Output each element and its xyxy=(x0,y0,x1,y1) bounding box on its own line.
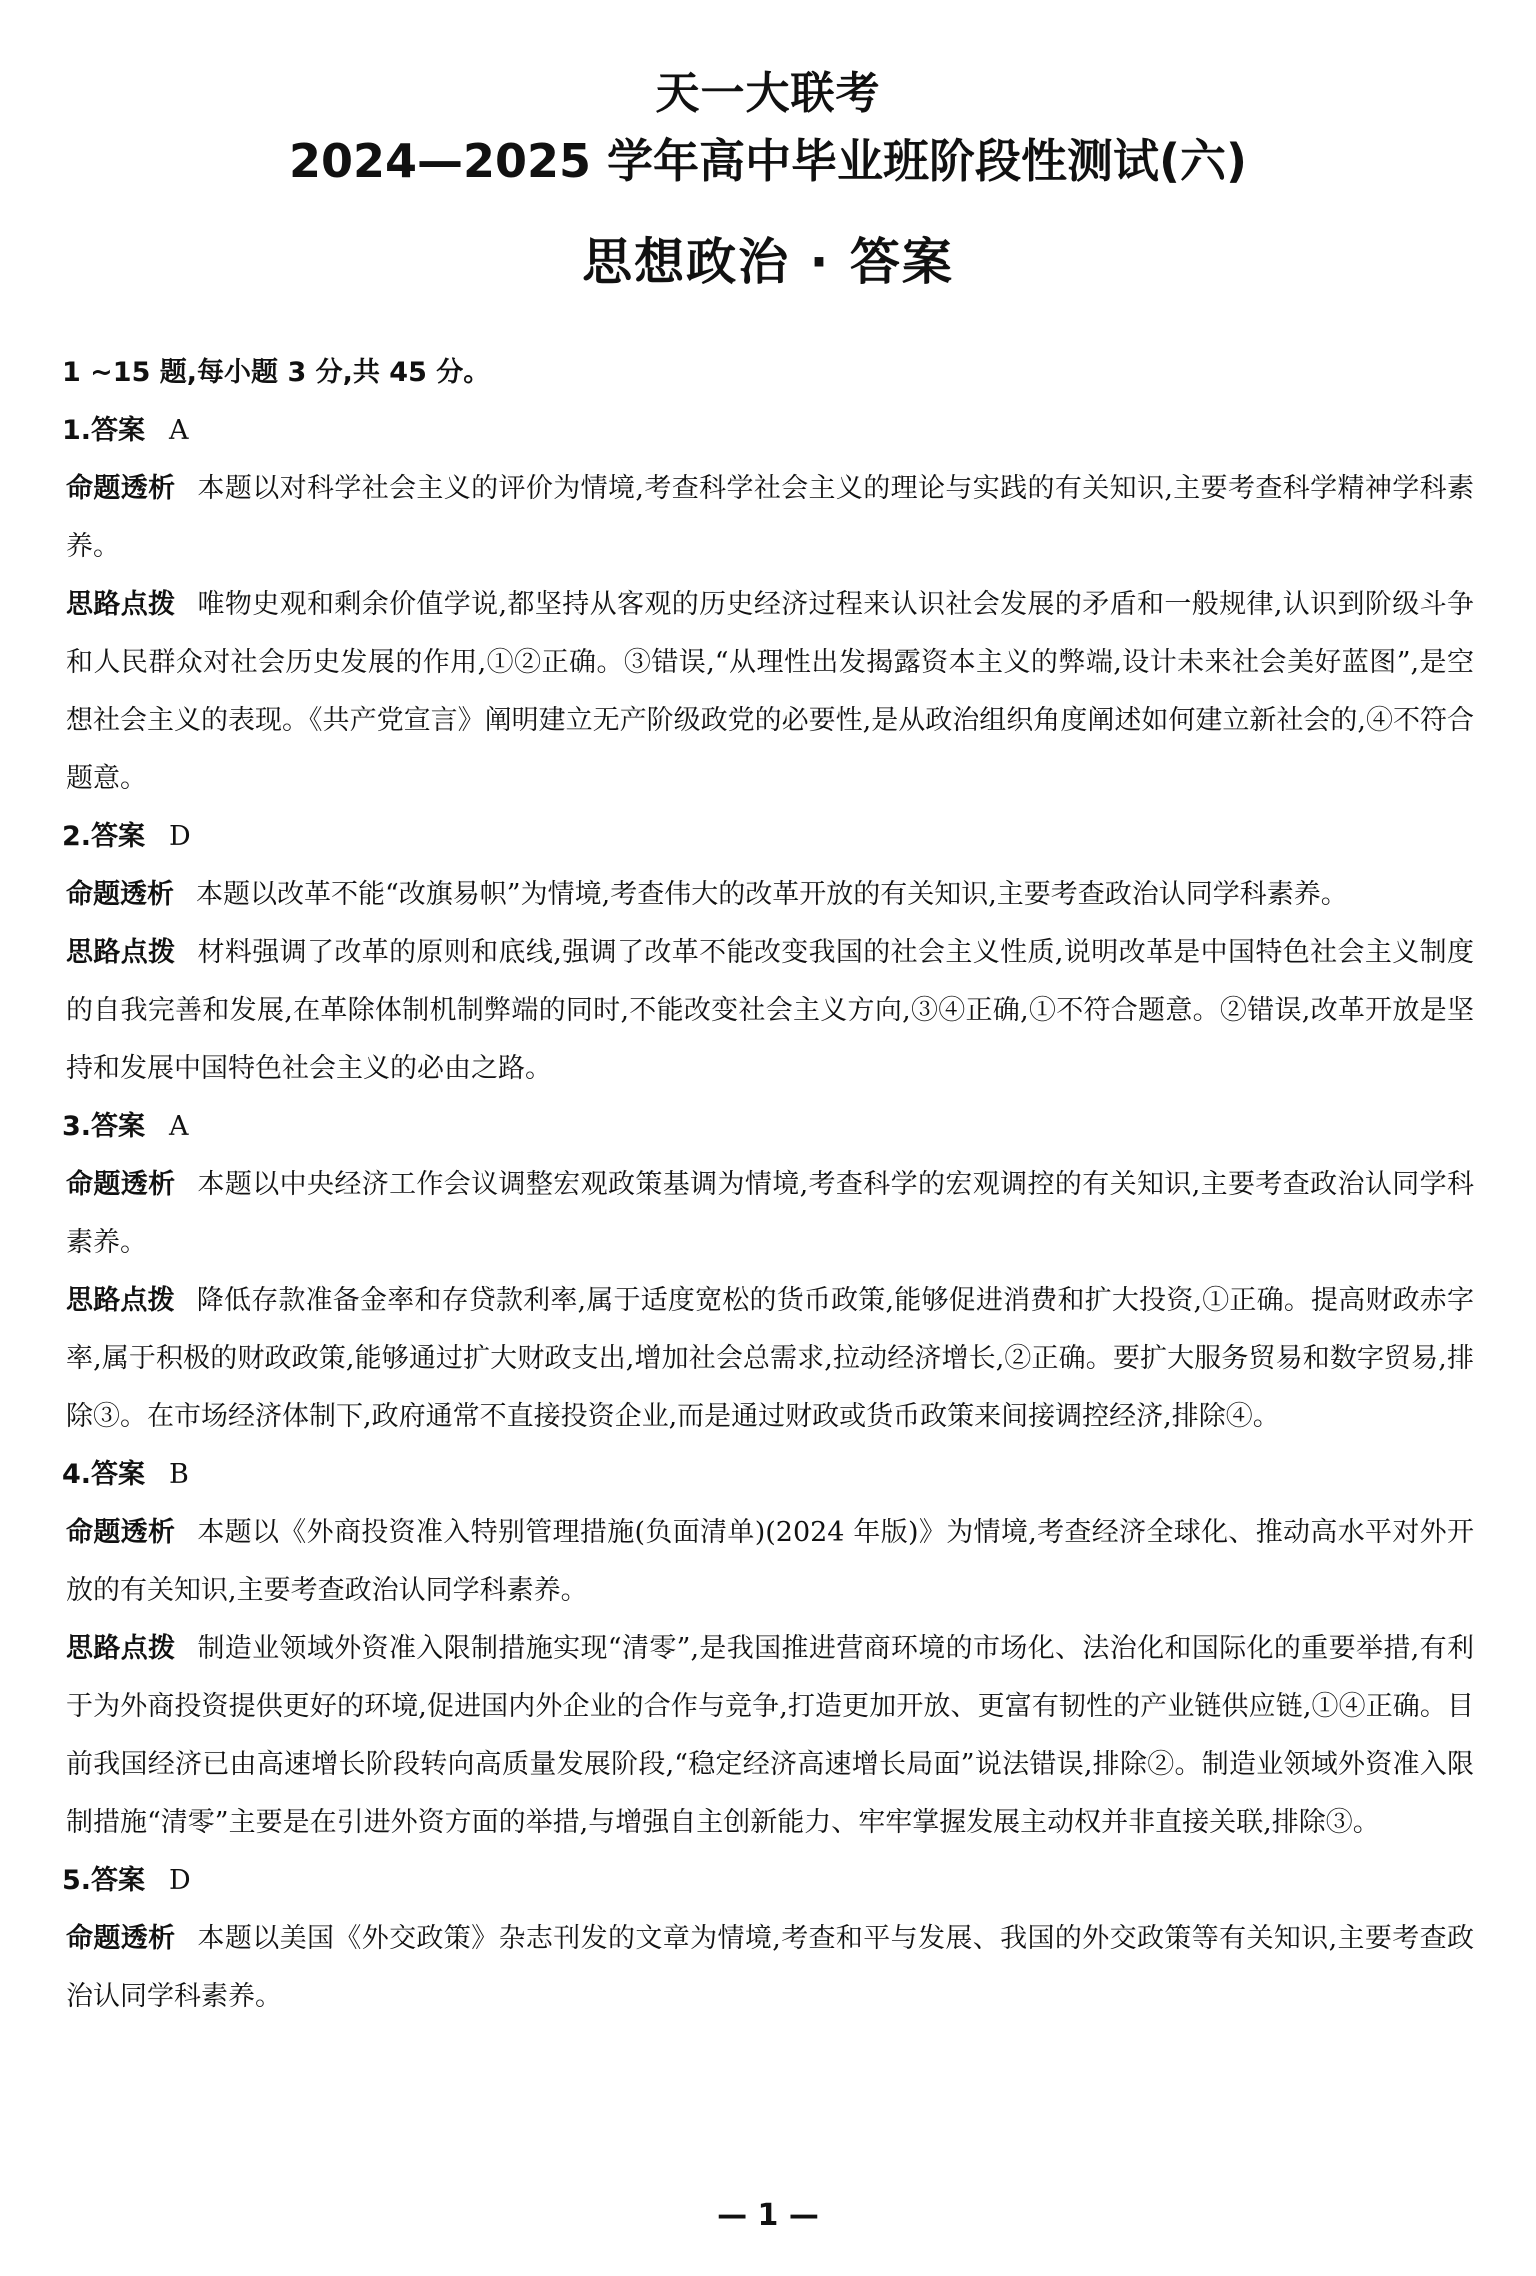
intent-label: 命题透析 xyxy=(66,1923,176,1954)
answer-label: 答案 xyxy=(91,1865,146,1896)
intent-label: 命题透析 xyxy=(66,879,174,910)
answer-value: A xyxy=(169,1111,189,1142)
answer-value: D xyxy=(169,821,191,852)
intent-paragraph xyxy=(66,1910,1474,2026)
analysis-paragraph xyxy=(66,1272,1474,1446)
analysis-paragraph xyxy=(66,576,1474,808)
answer-value: A xyxy=(169,415,189,446)
question-answer-line xyxy=(62,1098,1474,1156)
question-number: 2. xyxy=(62,821,92,852)
question-answer-line xyxy=(62,1852,1474,1910)
analysis-text: 制造业领域外资准入限制措施实现“清零”,是我国推进营商环境的市场化、法治化和国际化的重要举措,有利于为外商投资提供更好的环境,促进国内外企业的合作与竞争,打造更加开放、更富有韧性的产业链供应链,①④正确。目前我国经济已由高速增长阶段转向高质量发展阶段,“稳定经济高速增长局面”说法错误,排除②。制造业领域外资准入限制措施“清零”主要是在引进外资方面的举措,与增强自主创新能力、牢牢掌握发展主动权并非直接关联,排除③。 xyxy=(66,1633,1474,1838)
intent-label: 命题透析 xyxy=(66,1517,176,1548)
page-number: — 1 — xyxy=(717,2198,819,2233)
subject-title: 思想政治 · 答案 xyxy=(582,233,954,291)
intent-label: 命题透析 xyxy=(66,1169,176,1200)
analysis-label: 思路点拨 xyxy=(66,937,176,968)
analysis-label: 思路点拨 xyxy=(66,1633,176,1664)
question-answer-line xyxy=(62,1446,1474,1504)
exam-title: 2024—2025 学年高中毕业班阶段性测试(六) xyxy=(288,134,1248,188)
intent-label: 命题透析 xyxy=(66,473,176,504)
scoring-note: 1 ~15 题,每小题 3 分,共 45 分。 xyxy=(62,357,491,388)
question-answer-line xyxy=(62,808,1474,866)
question-number: 4. xyxy=(62,1459,92,1490)
analysis-paragraph xyxy=(66,1620,1474,1852)
intent-paragraph xyxy=(66,1156,1474,1272)
answer-label: 答案 xyxy=(91,821,146,852)
analysis-text: 唯物史观和剩余价值学说,都坚持从客观的历史经济过程来认识社会发展的矛盾和一般规律,认识到阶级斗争和人民群众对社会历史发展的作用,①②正确。③错误,“从理性出发揭露资本主义的弊端,设计未来社会美好蓝图”,是空想社会主义的表现。《共产党宣言》阐明建立无产阶级政党的必要性,是从政治组织角度阐述如何建立新社会的,④不符合题意。 xyxy=(66,589,1474,794)
answer-content xyxy=(62,344,1474,2026)
question-number: 1. xyxy=(62,415,92,446)
question-2 xyxy=(62,808,1474,1098)
answer-label: 答案 xyxy=(91,1111,146,1142)
question-3 xyxy=(62,1098,1474,1446)
question-5 xyxy=(62,1852,1474,2026)
answer-value: B xyxy=(169,1459,189,1490)
answer-label: 答案 xyxy=(91,415,146,446)
intent-paragraph xyxy=(66,1504,1474,1620)
analysis-text: 材料强调了改革的原则和底线,强调了改革不能改变我国的社会主义性质,说明改革是中国特色社会主义制度的自我完善和发展,在革除体制机制弊端的同时,不能改变社会主义方向,③④正确,①不符合题意。②错误,改革开放是坚持和发展中国特色社会主义的必由之路。 xyxy=(66,937,1474,1084)
answer-label: 答案 xyxy=(91,1459,146,1490)
analysis-text: 降低存款准备金率和存贷款利率,属于适度宽松的货币政策,能够促进消费和扩大投资,①正确。提高财政赤字率,属于积极的财政政策,能够通过扩大财政支出,增加社会总需求,拉动经济增长,②正确。要扩大服务贸易和数字贸易,排除③。在市场经济体制下,政府通常不直接投资企业,而是通过财政或货币政策来间接调控经济,排除④。 xyxy=(66,1285,1475,1432)
answer-value: D xyxy=(169,1865,191,1896)
question-number: 5. xyxy=(62,1865,92,1896)
intent-text: 本题以中央经济工作会议调整宏观政策基调为情境,考查科学的宏观调控的有关知识,主要考查政治认同学科素养。 xyxy=(66,1169,1474,1258)
intent-text: 本题以改革不能“改旗易帜”为情境,考查伟大的改革开放的有关知识,主要考查政治认同学科素养。 xyxy=(196,879,1348,910)
intent-text: 本题以美国《外交政策》杂志刊发的文章为情境,考查和平与发展、我国的外交政策等有关知识,主要考查政治认同学科素养。 xyxy=(66,1923,1474,2012)
intent-text: 本题以对科学社会主义的评价为情境,考查科学社会主义的理论与实践的有关知识,主要考查科学精神学科素养。 xyxy=(66,473,1474,562)
question-1 xyxy=(62,402,1474,808)
organization-title: 天一大联考 xyxy=(655,68,881,119)
question-4 xyxy=(62,1446,1474,1852)
intent-paragraph xyxy=(66,866,1474,924)
analysis-label: 思路点拨 xyxy=(66,1285,175,1316)
page-header xyxy=(62,66,1474,294)
intent-paragraph xyxy=(66,460,1474,576)
analysis-paragraph xyxy=(66,924,1474,1098)
question-number: 3. xyxy=(62,1111,92,1142)
intent-text: 本题以《外商投资准入特别管理措施(负面清单)(2024 年版)》为情境,考查经济全球化、推动高水平对外开放的有关知识,主要考查政治认同学科素养。 xyxy=(66,1517,1475,1606)
question-answer-line xyxy=(62,402,1474,460)
analysis-label: 思路点拨 xyxy=(66,589,176,620)
